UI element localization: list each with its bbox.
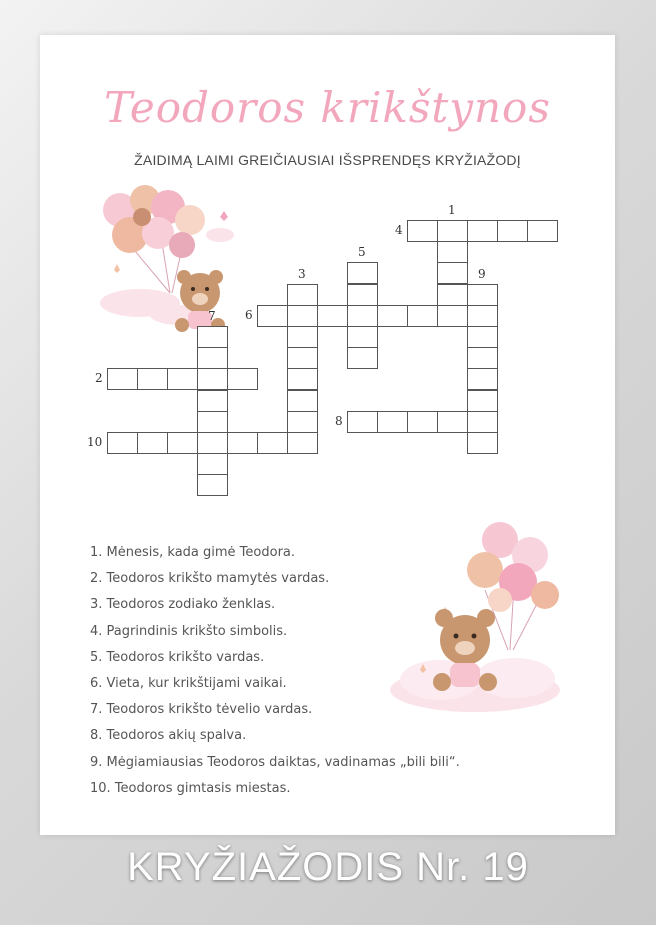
crossword-cell[interactable]: [287, 347, 318, 369]
crossword-cell[interactable]: [527, 220, 558, 242]
crossword-cell[interactable]: [257, 305, 288, 327]
clue-item: 2. Teodoros krikšto mamytės vardas.: [90, 571, 330, 587]
crossword-cell[interactable]: [497, 220, 528, 242]
crossword-cell[interactable]: [377, 411, 408, 433]
crossword-cell[interactable]: [197, 326, 228, 348]
page-title: Teodoros krikštynos: [104, 83, 551, 132]
crossword-cell[interactable]: [407, 411, 438, 433]
crossword-cell[interactable]: [347, 262, 378, 284]
puzzle-sheet: [40, 35, 615, 835]
clue-number: 7: [208, 309, 216, 323]
clue-number: 5: [358, 245, 366, 260]
clue-item: 6. Vieta, kur krikštijami vaikai.: [90, 675, 287, 691]
crossword-cell[interactable]: [197, 411, 228, 433]
crossword-cell[interactable]: [287, 411, 318, 433]
crossword-cell[interactable]: [407, 305, 438, 327]
crossword-cell[interactable]: [197, 390, 228, 412]
crossword-cell[interactable]: [227, 368, 258, 390]
crossword-cell[interactable]: [287, 326, 318, 348]
clue-list: [90, 543, 460, 805]
crossword-cell[interactable]: [197, 347, 228, 369]
clue-item: 10. Teodoros gimtasis miestas.: [90, 780, 291, 796]
crossword-cell[interactable]: [467, 390, 498, 412]
crossword-cell[interactable]: [287, 305, 318, 327]
clue-number: 8: [335, 413, 343, 428]
clue-item: 7. Teodoros krikšto tėvelio vardas.: [90, 702, 313, 718]
crossword-cell[interactable]: [467, 368, 498, 390]
crossword-cell[interactable]: [347, 305, 378, 327]
crossword-cell[interactable]: [467, 284, 498, 306]
clue-number: 6: [245, 307, 253, 322]
crossword-cell[interactable]: [197, 432, 228, 454]
crossword-cell[interactable]: [467, 326, 498, 348]
footer-title: KRYŽIAŽODIS Nr. 19: [127, 845, 529, 889]
crossword-cell[interactable]: [197, 368, 228, 390]
crossword-cell[interactable]: [467, 305, 498, 327]
crossword-cell[interactable]: [227, 432, 258, 454]
crossword-cell[interactable]: [257, 432, 288, 454]
clue-item: 4. Pagrindinis krikšto simbolis.: [90, 623, 288, 639]
page-subtitle: ŽAIDIMĄ LAIMI GREIČIAUSIAI IŠSPRENDĘS KRYŽIAŽODĮ: [134, 152, 521, 168]
crossword-cell[interactable]: [437, 241, 468, 263]
clue-number: 1: [448, 203, 456, 217]
crossword-cell[interactable]: [287, 390, 318, 412]
crossword-cell[interactable]: [167, 368, 198, 390]
clue-item: 1. Mėnesis, kada gimė Teodora.: [90, 545, 296, 560]
crossword-cell[interactable]: [467, 347, 498, 369]
crossword-cell[interactable]: [197, 453, 228, 475]
crossword-cell[interactable]: [137, 368, 168, 390]
clue-number: 10: [87, 435, 103, 449]
crossword-cell[interactable]: [107, 432, 138, 454]
clue-item: 9. Mėgiamiausias Teodoros daiktas, vadinamas „bili bili“.: [90, 754, 460, 770]
clue-number: 2: [95, 371, 103, 386]
crossword-cell[interactable]: [437, 284, 468, 306]
clue-item: 3. Teodoros zodiako ženklas.: [90, 597, 276, 613]
crossword-cell[interactable]: [407, 220, 438, 242]
crossword-cell[interactable]: [347, 347, 378, 369]
crossword-cell[interactable]: [347, 326, 378, 348]
crossword-cell[interactable]: [287, 284, 318, 306]
crossword-cell[interactable]: [437, 220, 468, 242]
crossword-cell[interactable]: [437, 305, 468, 327]
crossword-cell[interactable]: [137, 432, 168, 454]
crossword-cell[interactable]: [437, 411, 468, 433]
crossword-cell[interactable]: [107, 368, 138, 390]
clue-number: 3: [298, 266, 306, 281]
clue-item: 5. Teodoros krikšto vardas.: [90, 649, 265, 665]
crossword-cell[interactable]: [377, 305, 408, 327]
crossword-cell[interactable]: [287, 368, 318, 390]
crossword-cell[interactable]: [467, 411, 498, 433]
crossword-cell[interactable]: [167, 432, 198, 454]
crossword-cell[interactable]: [347, 411, 378, 433]
crossword-grid: [40, 35, 615, 535]
crossword-cell[interactable]: [437, 262, 468, 284]
clue-item: 8. Teodoros akių spalva.: [90, 728, 247, 744]
crossword-cell[interactable]: [467, 432, 498, 454]
crossword-cell[interactable]: [347, 284, 378, 306]
crossword-cell[interactable]: [467, 220, 498, 242]
clue-number: 4: [395, 223, 403, 237]
crossword-cell[interactable]: [317, 305, 348, 327]
crossword-cell[interactable]: [287, 432, 318, 454]
crossword-cell[interactable]: [197, 474, 228, 496]
clue-number: 9: [478, 266, 486, 281]
